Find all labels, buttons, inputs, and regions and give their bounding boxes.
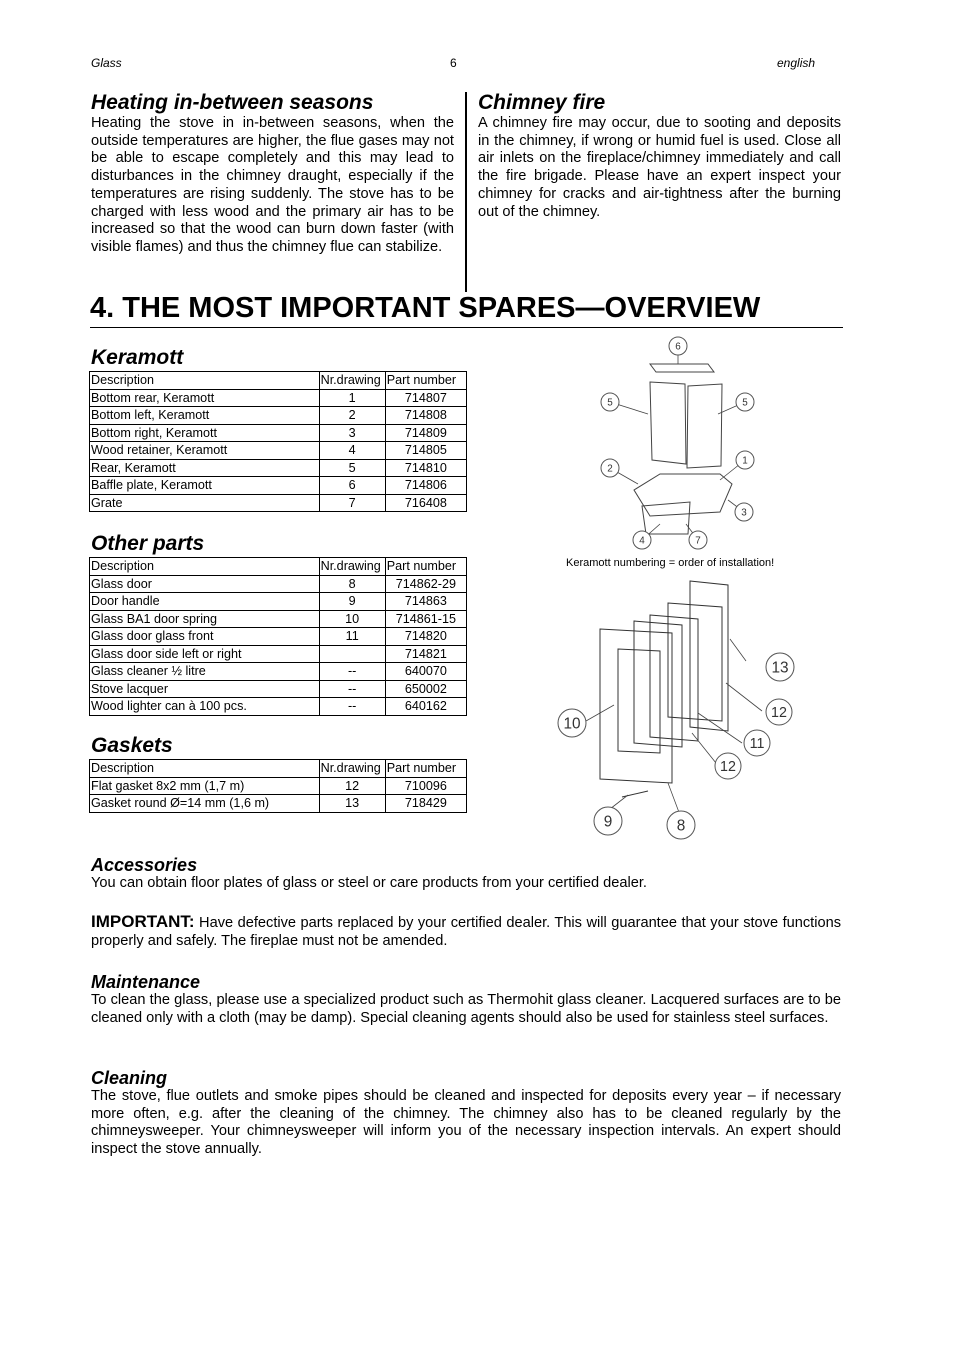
- cell-description: Glass door glass front: [90, 628, 320, 646]
- keramott-title: Keramott: [91, 346, 184, 369]
- cell-nr: 4: [319, 442, 385, 460]
- callout-label: 4: [639, 535, 645, 547]
- cell-description: Flat gasket 8x2 mm (1,7 m): [90, 777, 320, 795]
- page-number: 6: [450, 56, 457, 70]
- header-description: Description: [90, 558, 320, 576]
- table-row: [90, 795, 467, 813]
- cell-description: Wood lighter can à 100 pcs.: [90, 698, 320, 716]
- chimney-body: A chimney fire may occur, due to sooting and deposits in the chimney, if wrong or humid fuel is used. Close all air inlets on the fireplace/chimney immediately and call the fire brigade. Please have an expert inspect your chimney for cracks and air-tightness after the burning out of the chimney.: [478, 115, 841, 220]
- cell-nr: 13: [319, 795, 385, 813]
- cell-part: 714861-15: [385, 610, 466, 628]
- callout-label: 9: [603, 813, 613, 831]
- baffle-plate-shape: [650, 364, 714, 372]
- keramott-exploded-drawing: [590, 334, 770, 554]
- cleaning-title: Cleaning: [91, 1068, 168, 1088]
- callout-label: 5: [607, 397, 613, 409]
- cell-part: 714808: [385, 407, 466, 425]
- cell-description: Glass cleaner ½ litre: [90, 663, 320, 681]
- accessories-body: You can obtain floor plates of glass or steel or care products from your certified dealer.: [91, 875, 647, 891]
- cell-nr: 3: [319, 424, 385, 442]
- table-row: [90, 477, 467, 495]
- cell-part: 714810: [385, 459, 466, 477]
- maintenance-section: [91, 972, 841, 1027]
- cell-part: 718429: [385, 795, 466, 813]
- gasket-frame-2: [668, 603, 722, 721]
- table-row: [90, 645, 467, 663]
- cell-nr: 5: [319, 459, 385, 477]
- callout-label: 1: [742, 455, 748, 467]
- door-frame: [600, 629, 672, 783]
- cleaning-section: [91, 1068, 841, 1159]
- column-divider: [465, 92, 467, 292]
- table-row: [90, 610, 467, 628]
- bottom-shape: [634, 474, 732, 516]
- cell-nr: 6: [319, 477, 385, 495]
- table-row: [90, 575, 467, 593]
- callout-label: 8: [676, 817, 686, 835]
- cell-part: 640070: [385, 663, 466, 681]
- cell-description: Wood retainer, Keramott: [90, 442, 320, 460]
- important-label: IMPORTANT:: [91, 912, 195, 931]
- header-nr: Nr.drawing: [319, 760, 385, 778]
- table-row: [90, 459, 467, 477]
- cell-nr: --: [319, 680, 385, 698]
- cell-part: 710096: [385, 777, 466, 795]
- cell-nr: [319, 645, 385, 663]
- table-row: [90, 389, 467, 407]
- cell-description: Bottom left, Keramott: [90, 407, 320, 425]
- cell-nr: --: [319, 698, 385, 716]
- cell-description: Glass door side left or right: [90, 645, 320, 663]
- header-description: Description: [90, 372, 320, 390]
- cell-part: 640162: [385, 698, 466, 716]
- cell-part: 714809: [385, 424, 466, 442]
- cell-part: 714820: [385, 628, 466, 646]
- accessories-section: [91, 855, 841, 893]
- header-left: Glass: [91, 56, 122, 70]
- other-title: Other parts: [91, 532, 205, 555]
- table-row: [90, 593, 467, 611]
- gaskets-table: [89, 759, 467, 813]
- cell-part: 714807: [385, 389, 466, 407]
- gaskets-title: Gaskets: [91, 734, 173, 757]
- cell-description: Bottom rear, Keramott: [90, 389, 320, 407]
- header-description: Description: [90, 760, 320, 778]
- diagram-caption: Keramott numbering = order of installation!: [566, 557, 775, 569]
- cell-nr: 11: [319, 628, 385, 646]
- table-header-row: [90, 558, 467, 576]
- cell-part: 714863: [385, 593, 466, 611]
- door-exploded-drawing: [550, 573, 810, 845]
- table-row: [90, 628, 467, 646]
- rear-left-shape: [650, 382, 686, 464]
- heating-title: Heating in-between seasons: [91, 91, 374, 114]
- header-nr: Nr.drawing: [319, 558, 385, 576]
- cell-description: Glass door: [90, 575, 320, 593]
- callout-label: 5: [742, 397, 748, 409]
- table-row: [90, 698, 467, 716]
- cell-description: Grate: [90, 494, 320, 512]
- header-right: english: [777, 56, 816, 70]
- header-part: Part number: [385, 558, 466, 576]
- cell-nr: 8: [319, 575, 385, 593]
- cell-part: 716408: [385, 494, 466, 512]
- table-row: [90, 663, 467, 681]
- header-nr: Nr.drawing: [319, 372, 385, 390]
- important-section: [91, 913, 841, 950]
- table-row: [90, 777, 467, 795]
- cell-nr: 9: [319, 593, 385, 611]
- callout-label: 2: [607, 463, 613, 475]
- heating-section: [91, 91, 454, 257]
- cell-description: Glass BA1 door spring: [90, 610, 320, 628]
- cell-part: 650002: [385, 680, 466, 698]
- cell-part: 714862-29: [385, 575, 466, 593]
- cell-part: 714806: [385, 477, 466, 495]
- table-row: [90, 424, 467, 442]
- important-body: Have defective parts replaced by your certified dealer. This will guarantee that your stove functions properly and safely. The fireplae must not be amended.: [91, 915, 841, 949]
- glass-front: [634, 621, 682, 747]
- cell-description: Door handle: [90, 593, 320, 611]
- callout-label: 11: [749, 735, 765, 752]
- cell-nr: 7: [319, 494, 385, 512]
- cell-nr: 2: [319, 407, 385, 425]
- cell-part: 714805: [385, 442, 466, 460]
- cell-nr: 1: [319, 389, 385, 407]
- table-row: [90, 680, 467, 698]
- section-title: 4. THE MOST IMPORTANT SPARES—OVERVIEW: [90, 290, 843, 328]
- cell-description: Stove lacquer: [90, 680, 320, 698]
- callout-label: 7: [695, 535, 701, 547]
- accessories-title: Accessories: [91, 855, 198, 875]
- cell-nr: --: [319, 663, 385, 681]
- cell-description: Rear, Keramott: [90, 459, 320, 477]
- door-handle-shape: [622, 791, 648, 797]
- header-part: Part number: [385, 372, 466, 390]
- table-header-row: [90, 760, 467, 778]
- cell-description: Gasket round Ø=14 mm (1,6 m): [90, 795, 320, 813]
- callout-label: 12: [720, 758, 736, 775]
- maintenance-body: To clean the glass, please use a specialized product such as Thermohit glass cleaner. Lacquered surfaces are to be cleaned only with a cloth (may be damp). Special cleaning agents should also be used for stainless steel surfaces.: [91, 992, 841, 1026]
- table-row: [90, 407, 467, 425]
- table-row: [90, 494, 467, 512]
- table-row: [90, 442, 467, 460]
- maintenance-title: Maintenance: [91, 972, 201, 992]
- rear-right-shape: [687, 384, 722, 468]
- cell-description: Baffle plate, Keramott: [90, 477, 320, 495]
- callout-label: 10: [563, 715, 581, 733]
- keramott-table: [89, 371, 467, 512]
- heating-body: Heating the stove in in-between seasons, when the outside temperatures are higher, the flue gases may not be able to escape completely and this may lead to disturbances in the chimney draught, especially if the temperatures are rising suddenly. The stove has to be charged with less wood and the primary air has to be increased so that the wood can burn down faster (with visible flames) and thus the chimney flue can stabilize.: [91, 115, 454, 255]
- grate-shape: [642, 502, 690, 534]
- header-part: Part number: [385, 760, 466, 778]
- cell-description: Bottom right, Keramott: [90, 424, 320, 442]
- callout-label: 6: [675, 341, 681, 353]
- glass-panel: [650, 615, 698, 741]
- callout-label: 3: [741, 507, 747, 519]
- table-header-row: [90, 372, 467, 390]
- cell-nr: 12: [319, 777, 385, 795]
- chimney-section: [478, 91, 841, 221]
- callout-label: 12: [771, 704, 787, 721]
- cleaning-body: The stove, flue outlets and smoke pipes should be cleaned and inspected for deposits every year – if necessary more often, e.g. after the cleaning of the chimney. The chimney also has to be cleaned regularly by the chimneysweeper. Your chimneysweeper will inform you of the necessary inspection intervals. An expert should inspect the stove annually.: [91, 1088, 841, 1158]
- chimney-title: Chimney fire: [478, 91, 606, 114]
- callout-label: 13: [771, 659, 789, 677]
- other-table: [89, 557, 467, 716]
- cell-nr: 10: [319, 610, 385, 628]
- cell-part: 714821: [385, 645, 466, 663]
